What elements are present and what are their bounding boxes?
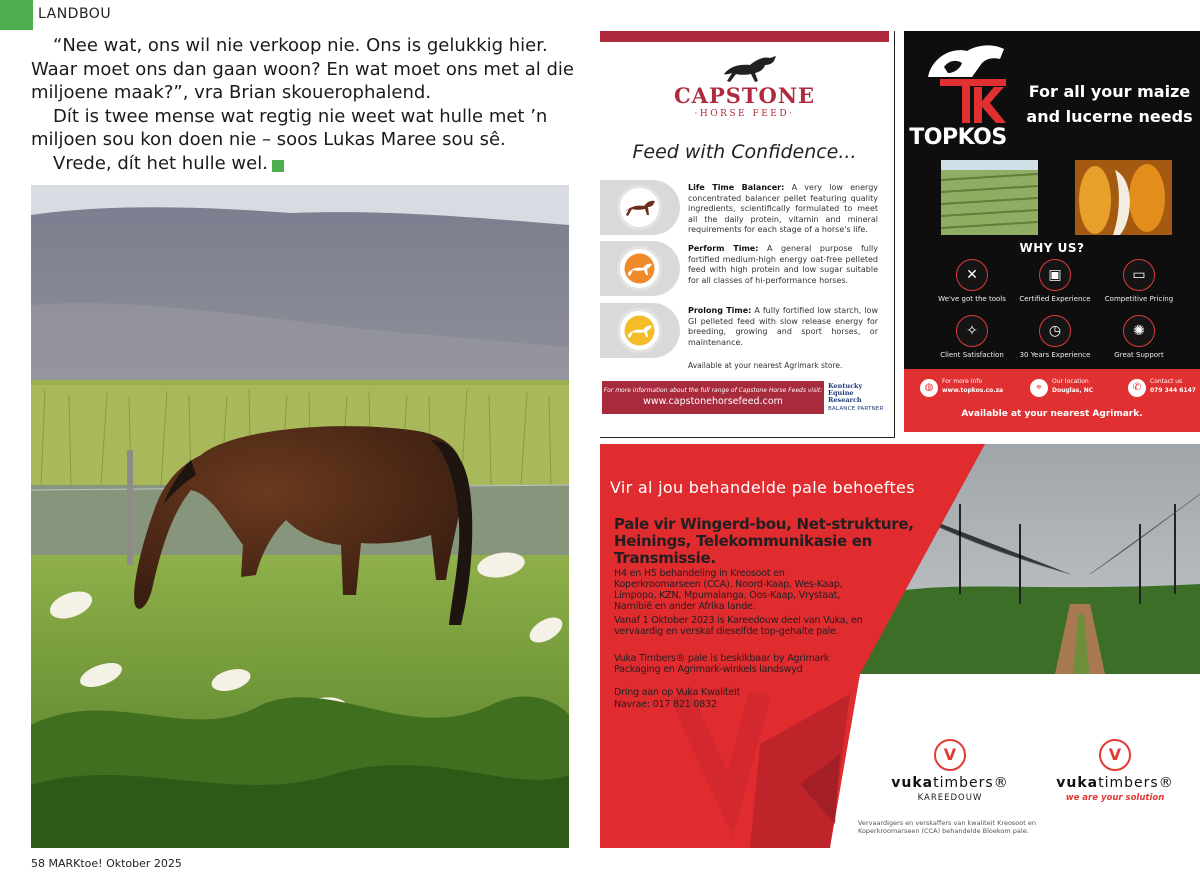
page-folio: 58 MARKtoe! Oktober 2025 xyxy=(31,857,182,870)
topkos-advert xyxy=(904,31,1200,432)
product-description: A very low energy concentrated balancer pellet featuring quality ingredients, scientifically formulated to meet all the daily protein, vitamin and mineral requirements for each stage of a horse's life. xyxy=(688,183,878,234)
vuka-kareedouw-logo: V vukatimbers® KAREEDOUW xyxy=(885,739,1015,803)
vuka-kareedouw-text: Vanaf 1 Oktober 2023 is Kareedouw deel van Vuka, en vervaardig en verskaf dieselfde top-gehalte pale. xyxy=(614,615,863,637)
topkos-logo-icon xyxy=(922,37,1012,125)
satisfaction-icon: ✧ xyxy=(956,315,988,347)
location-pin-icon: ⌖ xyxy=(1030,379,1048,397)
capstone-tagline: Feed with Confidence... xyxy=(632,141,857,163)
capstone-availability: Available at your nearest Agrimark store. xyxy=(688,361,843,370)
globe-icon: ◍ xyxy=(920,379,938,397)
topkos-contact-bar xyxy=(904,369,1200,432)
feature-certified: ▣ Certified Experience xyxy=(1005,259,1105,303)
horse-badge-icon xyxy=(617,308,662,353)
article-paragraph xyxy=(31,152,576,176)
capstone-advert xyxy=(600,31,895,438)
feature-satisfaction: ✧ Client Satisfaction xyxy=(922,315,1022,359)
product-perform-time xyxy=(600,241,890,296)
article-paragraph: Dít is twee mense wat regtig nie weet wat hulle met ’n miljoen sou kon doen nie – soos Lukas Maree sou sê. xyxy=(31,105,548,150)
vuka-timbers-advert xyxy=(600,444,1200,848)
topkos-availability: Available at your nearest Agrimark. xyxy=(961,409,1143,419)
contact-phone[interactable]: ✆ Contact us 079 344 6147 xyxy=(1128,377,1200,399)
topkos-why-us-heading: WHY US? xyxy=(1019,241,1085,255)
tools-icon: ✕ xyxy=(956,259,988,291)
contact-website[interactable]: ◍ For more info www.topkos.co.za xyxy=(920,377,1015,399)
vuka-quality-text: Dring aan op Vuka Kwaliteit xyxy=(614,687,741,698)
feature-tools: ✕ We've got the tools xyxy=(922,259,1022,303)
capstone-brand-subtitle: ·HORSE FEED· xyxy=(694,109,795,119)
horse-photo xyxy=(31,185,569,848)
lucerne-bales-photo xyxy=(941,160,1038,235)
phone-icon: ✆ xyxy=(1128,379,1146,397)
product-prolong-time xyxy=(600,303,890,358)
product-name: Life Time Balancer: xyxy=(688,183,785,192)
feature-pricing: ▭ Competitive Pricing xyxy=(1089,259,1189,303)
feature-support: ✺ Great Support xyxy=(1089,315,1189,359)
certificate-icon: ▣ xyxy=(1039,259,1071,291)
clock-icon: ◷ xyxy=(1039,315,1071,347)
vuka-mark-icon: V xyxy=(1099,739,1131,771)
capstone-more-info: For more information about the full range of Capstone Horse Feeds visit: xyxy=(603,387,823,394)
running-horse-icon xyxy=(720,52,780,84)
article-closing-line: Vrede, dít het hulle wel. xyxy=(53,152,268,174)
product-name: Perform Time: xyxy=(688,244,759,253)
kentucky-equine-research-logo: Kentucky Equine Research BALANCE PARTNER xyxy=(828,382,884,412)
article-paragraph: “Nee wat, ons wil nie verkoop nie. Ons is gelukkig hier. Waar moet ons dan gaan woon? En wat moet ons met al die miljoene maak?”, vra Brian skouerophalend. xyxy=(31,35,574,103)
wallet-icon: ▭ xyxy=(1123,259,1155,291)
vuka-availability-text: Vuka Timbers® pale is beskikbaar by Agrimark Packaging en Agrimark-winkels landswyd xyxy=(614,653,830,675)
vuka-timbers-logo: V vukatimbers® we are your solution xyxy=(1040,739,1190,803)
maize-cobs-photo xyxy=(1075,160,1172,235)
article-text xyxy=(31,34,576,175)
vuka-title: Pale vir Wingerd-bou, Net-strukture, Heinings, Telekommunikasie en Transmissie. xyxy=(614,515,914,567)
section-color-tab xyxy=(0,0,33,30)
vuka-headline: Vir al jou behandelde pale behoeftes xyxy=(610,478,915,497)
vuka-enquiries-phone: Navrae: 017 821 0832 xyxy=(614,699,717,710)
topkos-brand-name: TOPKOS xyxy=(909,125,1007,150)
vuka-mark-icon: V xyxy=(934,739,966,771)
section-label: LANDBOU xyxy=(38,6,112,22)
vuka-treatment-text: H4 en H5 behandeling in Kreosoot en Koperkroomarseen (CCA). Noord-Kaap, Wes-Kaap, Limpopo, KZN, Mpumalanga, Oos-Kaap, Vrystaat, Namibië en ander Afrika lande. xyxy=(614,568,843,612)
capstone-info-bar xyxy=(602,381,824,414)
horse-badge-icon xyxy=(617,246,662,291)
product-name: Prolong Time: xyxy=(688,306,752,315)
contact-location[interactable]: ⌖ Our location Douglas, NC xyxy=(1030,377,1125,399)
product-description: A fully fortified low starch, low GI pelleted feed with slow release energy for breeding, growing and sport horses, or maintenance. xyxy=(688,306,878,347)
horse-badge-icon xyxy=(617,185,662,230)
support-icon: ✺ xyxy=(1123,315,1155,347)
vuka-footer-text: Vervaardigers en verskaffers van kwaliteit Kreosoot en Koperkroomarseen (CCA) behandelde Bloekom pale. xyxy=(858,819,1036,835)
capstone-top-bar xyxy=(600,31,889,42)
product-life-time-balancer xyxy=(600,180,890,235)
capstone-website-link[interactable]: www.capstonehorsefeed.com xyxy=(643,396,783,407)
capstone-brand-name: CAPSTONE xyxy=(673,83,816,108)
feature-experience: ◷ 30 Years Experience xyxy=(1005,315,1105,359)
product-description: A general purpose fully fortified medium-high energy oat-free pelleted feed with high protein and low sugar suitable for all classes of hi-performance horses. xyxy=(688,244,879,285)
end-mark-icon: M xyxy=(272,160,284,172)
topkos-slogan: For all your maize and lucerne needs xyxy=(1026,82,1193,126)
